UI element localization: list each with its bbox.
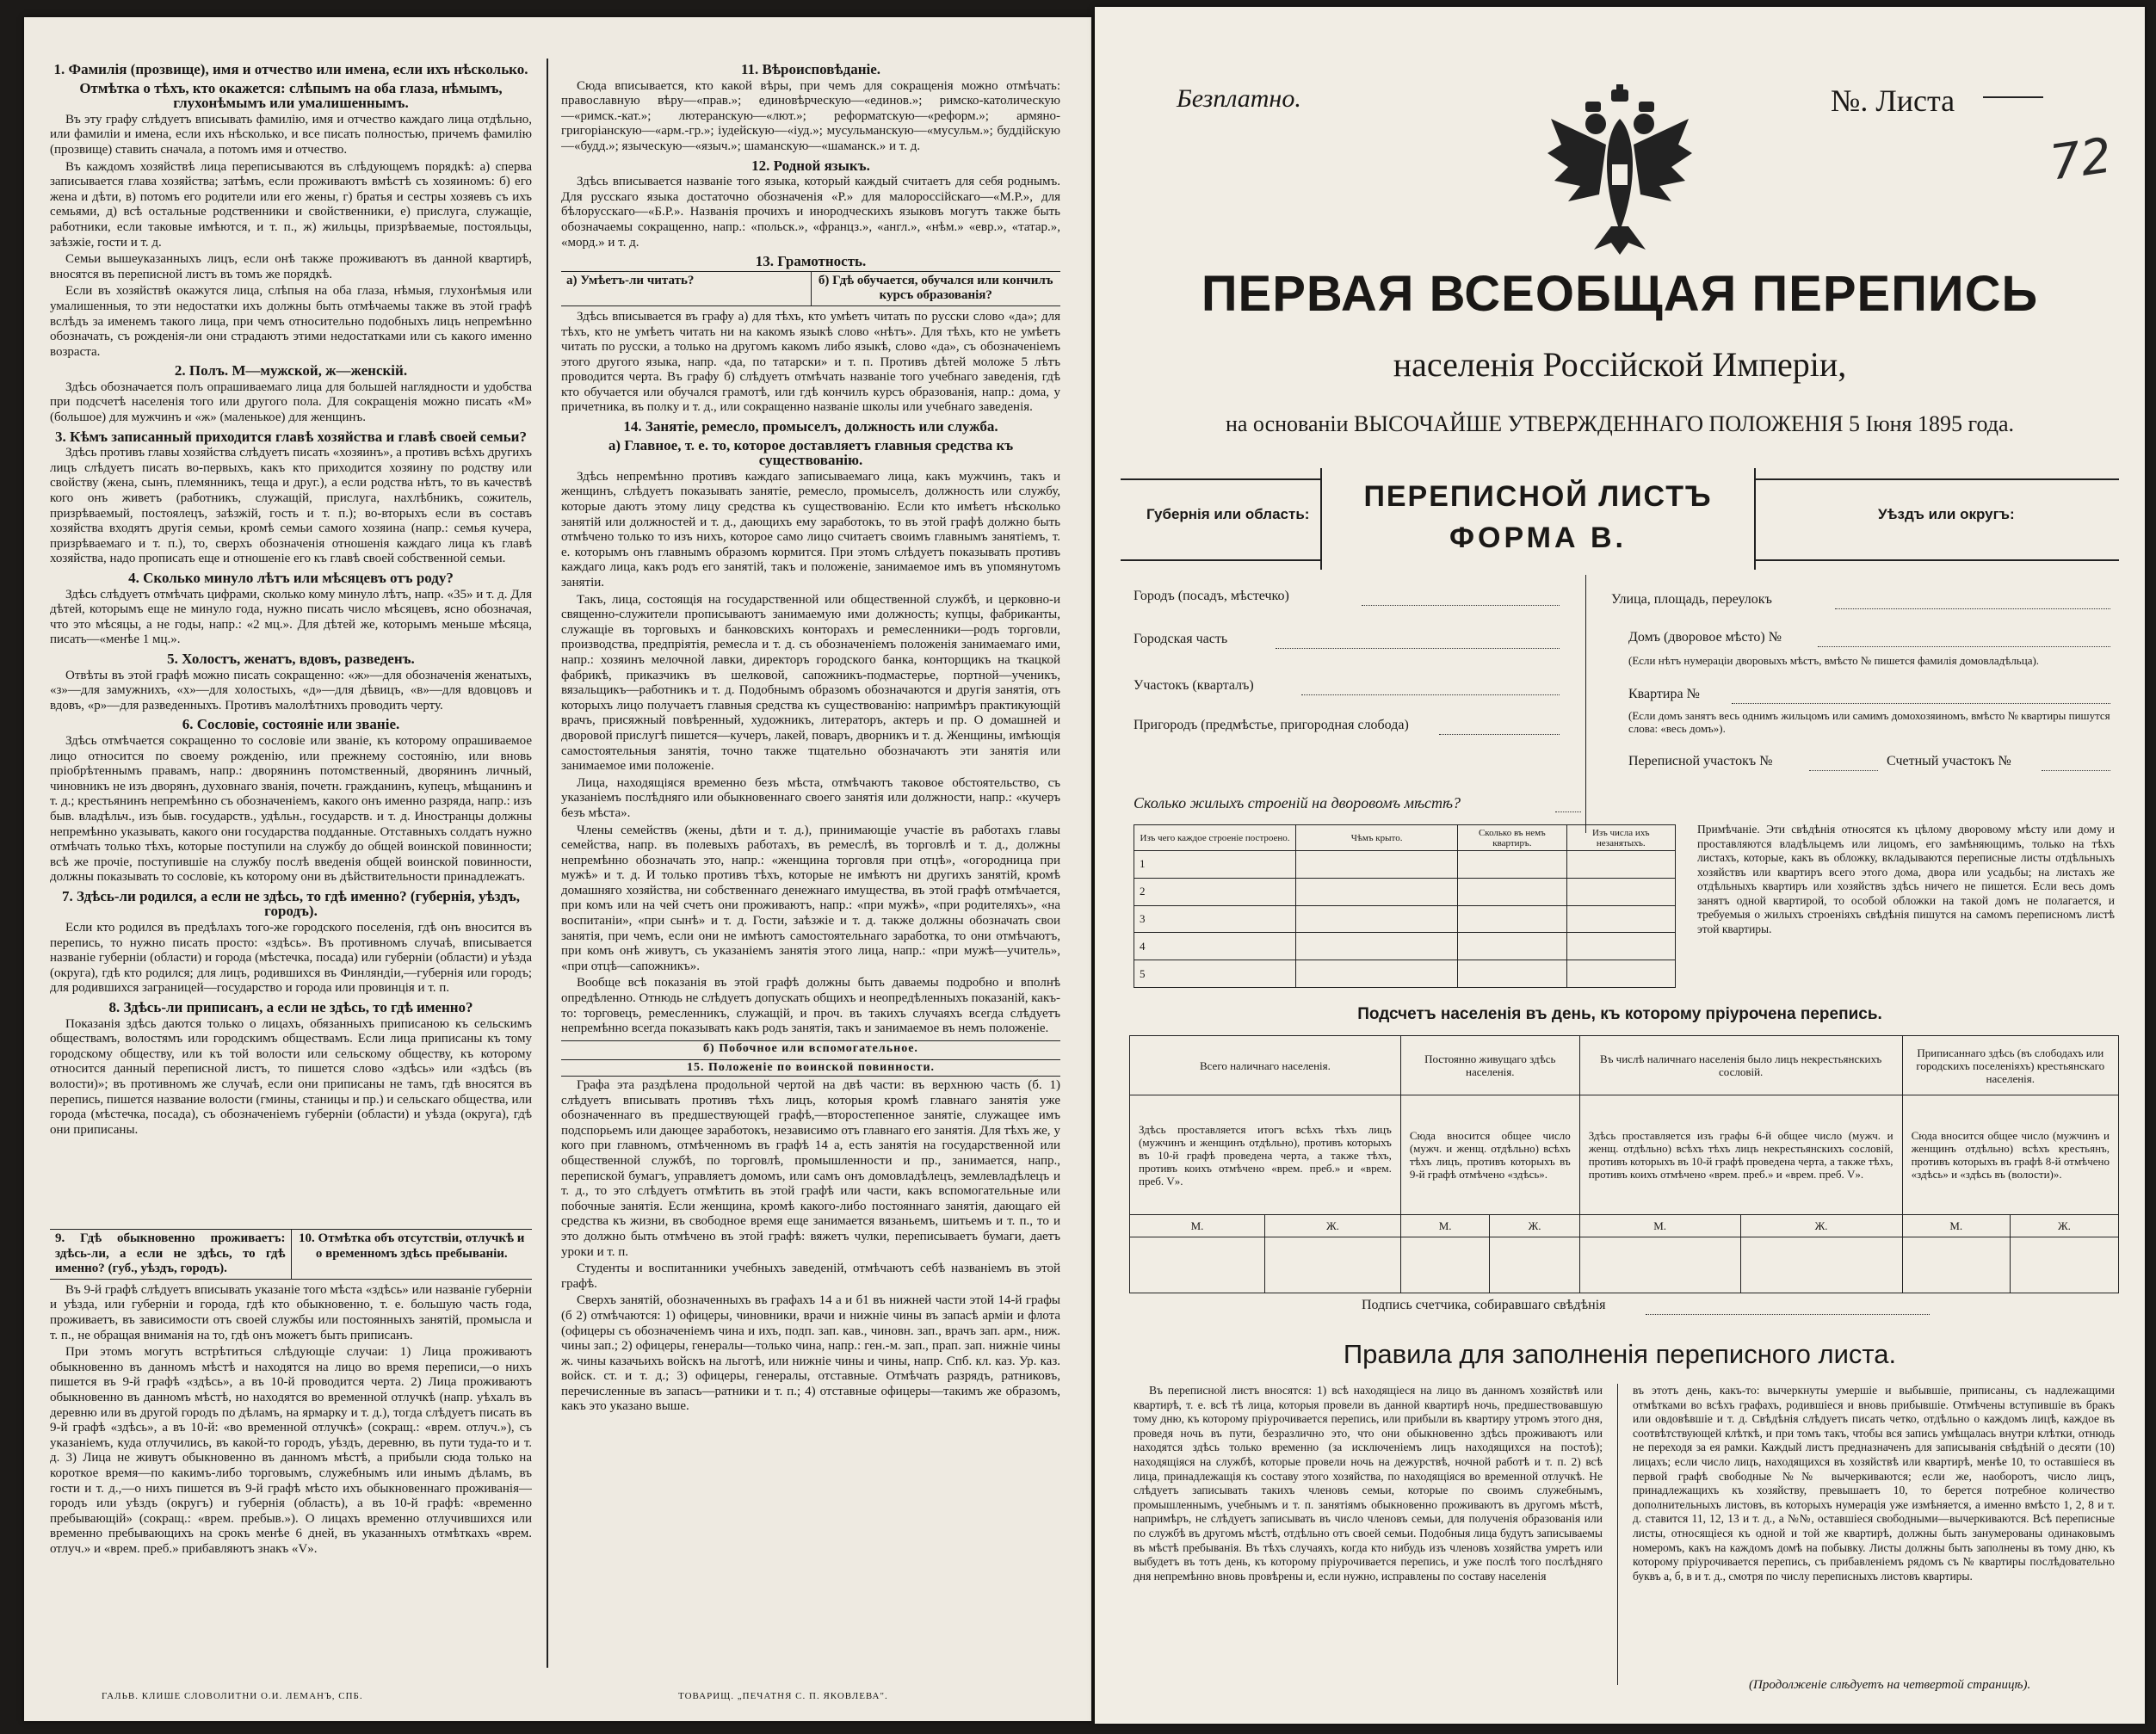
paragraph: Здѣсь отмѣчается сокращенно то сословіе или званіе, къ которому опрашиваемое лицо относится по своему рожденію, или прежнему состоянію, или вновь пріобрѣтеннымъ правамъ, напр.: дворянинъ потомственный, дворянинъ личный, чиновникъ не изъ дворянъ, духовнаго званія, почетн. гражданинъ, купецъ, мѣщанинъ и т. д.; крестьянинъ непремѣнно съ обозначеніемъ, какого онъ именно разряда, напр.: изъ быв. владѣльч., изъ быв. государств., удѣльн., государств. и т. д. Иностранцы должны непремѣнно указывать, какого они государства подданные. Отставныхъ солдатъ нужно отмѣчать только тѣхъ, которые поступили на службу до общей воинской повинности; всѣ же прочіе, поступившіе на службу послѣ введенія общей воинской повинности, должны показывать то сословіе, къ которому они въ дѣйствительности принадлежатъ. (50, 733, 532, 885)
section-heading: 14. Занятіе, ремесло, промыселъ, должность или служба. (623, 418, 998, 435)
free-label: Безплатно. (1177, 84, 1301, 113)
section-heading: 12. Родной языкъ. (751, 157, 870, 174)
rules-title: Правила для заполненія переписного листа. (1343, 1339, 1897, 1369)
form-title-box (1320, 468, 1756, 570)
form-header-band (1121, 478, 2119, 561)
section-15-heading: 15. Положеніе по воинской повинности. (561, 1059, 1060, 1077)
section-heading: 7. Здѣсь-ли родился, а если не здѣсь, то гдѣ именно? (губернія, уѣздъ, городъ). (61, 887, 521, 920)
section-heading: 4. Сколько минуло лѣтъ или мѣсяцевъ отъ роду? (128, 570, 454, 586)
perepisnoy-uchastok-label: Переписной участокъ № (1628, 754, 1773, 768)
pc-value-cell[interactable] (1902, 1237, 2010, 1293)
rules-left-text: Въ переписной листъ вносятся: 1) всѣ находящіеся на лицо въ данномъ хозяйствѣ или квартирѣ, т. е. всѣ тѣ лица, которыя провели въ данной квартирѣ ночь, предшествовавшую тому дню, къ которому пріурочивается перепись, или прибыли въ квартиру утромъ этого дня, проведя ночь въ пути, безразлично это, что они обыкновенно здѣсь проживаютъ или находятся здѣсь только временно (за исключеніемъ лицъ находящихся на постоѣ); находящіяся на службѣ, которые провели ночь на дежурствѣ, ночной работѣ и т. п. 2) всѣ лица, принадлежащія къ составу этого хозяйства, по находящіяся во временной отлучкѣ. Не слѣдуетъ записывать такихъ членовъ семьи, которые по своимъ служебнымъ, промышленнымъ, учебнымъ и т. п. занятіямъ обыкновенно проживаютъ въ другомъ мѣстѣ, напримѣръ, не слѣдуетъ записывать въ число членовъ семьи, для полученія образованія или по службѣ въ другомъ мѣстѣ, отдѣльно отъ своей семьи. Подобныя лица будутъ записываемы въ мѣстѣ пребыванія. Въ тѣхъ случаяхъ, когда кто нибудь изъ членовъ хозяйства умретъ или выбудетъ въ тотъ день, къ которому пріурочивается перепись, и уже послѣ того послѣдняго дня непремѣнно вновь провѣрены и, если нужно, исправлены по составу населенія (1134, 1384, 1603, 1583)
pc-value-cell[interactable] (2010, 1237, 2118, 1293)
paragraph: Здѣсь обозначается полъ опрашиваемаго лица для большей наглядности и удобства при подсчетѣ населенія того или другого пола. Для сокращенія можно писать «М» (большое) для мужчинъ и «ж» (маленькое) для женщинъ. (50, 380, 532, 425)
left-page (24, 17, 1091, 1721)
pc-value-cell[interactable] (1400, 1237, 1490, 1293)
paragraph: Такъ, лица, состоящія на государственной или общественной службѣ, и церковно-и священно-служители прописываютъ занимаемую ими должность; купцы, фабриканты, служащіе въ торговыхъ и банковскихъ конторахъ и ремесленники—родъ торговли, производства, предпріятія, ремесла и т. д. съ обозначеніемъ положенія занимаемаго ими, напр.: хозяинъ мелочной лавки, директоръ городского банка, конторщикъ на ткацкой фабрикѣ, приказчикъ въ шелковой, сапожникъ-подмастерье, портной—ученикъ, вязальщикъ—работникъ и т. д. Подобнымъ образомъ обозначаются и другія занятія, отъ которыхъ лицо получаетъ главныя средства къ существованію: напримѣръ практикующій врачъ, присяжный повѣренный, художникъ, литераторъ, актеръ и пр. О домашней и дворовой прислугѣ пишется—кучеръ, лакей, поваръ, дворникъ и т. д. Женщины, имѣющія самостоятельныя занятія, точно также тщательно обозначаютъ эти занятія или занимаемое ими положеніе. (561, 592, 1060, 774)
buildings-table (1134, 824, 1676, 988)
form-title: ПЕРЕПИСНОЙ ЛИСТЪ (1363, 480, 1713, 513)
bld-col-material: Изъ чего каждое строеніе построено. (1134, 825, 1296, 851)
section-heading: а) Главное, т. е. то, которое доставляетъ главныя средства къ существованію. (608, 436, 1014, 469)
subtitle: населенія Россійской Имперіи, (1393, 345, 1847, 384)
continued-note: (Продолженіе слѣдуетъ на четвертой страницѣ). (1749, 1678, 2031, 1692)
basis-line: на основаніи ВЫСОЧАЙШЕ УТВЕРЖДЕННАГО ПОЛОЖЕНІЯ 5 Іюня 1895 года. (1225, 411, 2015, 436)
right-page (1095, 7, 2145, 1724)
paragraph: Здѣсь непремѣнно противъ каждаго записываемаго лица, какъ мужчинъ, такъ и женщинъ, слѣдуетъ показывать занятіе, ремесло, промыселъ, должность или службу, которые даютъ этому лицу средства къ существованію. Если кто имѣетъ нѣсколько занятій или должностей и т. д., дающихъ ему заработокъ, то въ этой графѣ должно быть отмѣчено только то изъ нихъ, которое само лицо считаетъ своимъ главнымъ занятіемъ, т. е. которымъ онъ главнымъ образомъ кормится. При этомъ слѣдуетъ показывать противъ каждаго лица, какъ родъ его занятій, такъ и положеніе, занимаемое имъ въ упомянутомъ занятіи. (561, 469, 1060, 589)
kvartira-note: (Если домъ занятъ весь однимъ жильцомъ или самимъ домохозяиномъ, вмѣсто № квартиры пишутся слова: «весь домъ»). (1628, 709, 2110, 735)
bld-cell[interactable] (1296, 933, 1458, 960)
printer-imprint-left: ГАЛЬВ. КЛИШЕ СЛОВОЛИТНИ О.И. ЛЕМАНЪ, СПБ. (102, 1691, 363, 1701)
paragraph: Въ 9-й графѣ слѣдуетъ вписывать указаніе того мѣста «здѣсь» или названіе губерніи и уѣзда, или губерніи и города, гдѣ кто обыкновенно, т. е. большую часть года, проживаетъ, въ зависимости отъ своей службы или постоянныхъ занятій, промысла и т. п., не обращая вниманія на то, гдѣ онъ можетъ быть приписанъ. (50, 1282, 532, 1342)
bld-col-apartments: Сколько въ немъ квартиръ. (1458, 825, 1566, 851)
paragraph: Члены семействъ (жены, дѣти и т. д.), принимающіе участіе въ работахъ главы семейства, напр. въ полевыхъ работахъ, въ ремеслѣ, въ торговлѣ и т. д., должны непремѣнно обозначать это, напр.: «женщина торговля при отцѣ», «огородница при мужѣ» и т. д. И только противъ тѣхъ, которые не имѣютъ ни другихъ занятій, кромѣ домашняго хозяйства, ни собственнаго денежнаго имущества, въ этой графѣ отмѣчается, при комъ или на чей счетъ они проживаютъ, напр.: «при мужѣ», «при родителяхъ», «на воспитаніи», «при сынѣ» и т. д. Гости, заѣзжіе и т. д. также должны обозначать свои занятія, при чемъ, если они не имѣютъ самостоятельнаго заработка, то они отмѣчаютъ, при комъ онѣ живутъ, съ указаніемъ занятія этого лица, напр.: «при мужѣ—учитель», «при отцѣ—сапожникъ». (561, 823, 1060, 973)
bld-cell[interactable] (1458, 933, 1566, 960)
ulitsa-field[interactable] (1835, 608, 2110, 609)
uezd-label: Уѣздъ или округъ: (1878, 506, 2015, 522)
section-heading: 2. Полъ. М—мужской, ж—женскій. (174, 362, 408, 380)
pc-value-cell[interactable] (1130, 1237, 1265, 1293)
buildings-question-field[interactable] (1555, 811, 1581, 812)
section-9-heading: 9. Гдѣ обыкновенно проживаетъ: здѣсь-ли, а если не здѣсь, то гдѣ именно? (губ., уѣздъ, городъ). (50, 1230, 292, 1279)
form-letter: ФОРМА В. (1449, 521, 1628, 554)
pc-head-total: Всего наличнаго населенія. (1130, 1036, 1401, 1095)
pc-m: М. (1400, 1214, 1490, 1237)
rules-divider (1617, 1384, 1618, 1685)
paragraph: Здѣсь вписывается названіе того языка, который каждый считаетъ для себя роднымъ. Для русскаго языка достаточно обозначенія «Р.» для малороссійскаго—«М.Р.», для бѣлорусскаго—«Б.Р.». Названія прочихъ и инородческихъ языковъ могутъ также быть обозначаемы сокращенно, напр.: «польск.», «францз.», «англ.», «нѣм.» «евр.», «татар.», «морд.» и т. д. (561, 175, 1060, 250)
schetny-uchastok-label: Счетный участокъ № (1887, 754, 2011, 768)
gorodskaya-chast-field[interactable] (1276, 648, 1560, 649)
prigorod-field[interactable] (1439, 734, 1560, 735)
signature-field[interactable] (1646, 1314, 1930, 1315)
bld-row-num: 3 (1134, 905, 1296, 933)
paragraph: Студенты и воспитанники учебныхъ заведеній, отмѣчаютъ себѣ названіемъ въ этой графѣ. (561, 1262, 1060, 1291)
split-header-13 (561, 271, 1060, 306)
bld-row-num: 2 (1134, 878, 1296, 905)
sheet-number-label: №. Листа (1831, 83, 1955, 118)
pc-zh: Ж. (1740, 1214, 1902, 1237)
instructions-column-2 (561, 59, 1060, 1676)
pc-text-noncrestian: Здѣсь проставляется изъ графы 6-й общее число (мужч. и женщ. отдѣльно) всѣхъ тѣхъ лицъ некрестьянскихъ сословій, противъ которыхъ въ 10-й графѣ проведена черта, а также тѣхъ, противъ коихъ отмѣчено «врем. преб.» и «врем. преб. V». (1579, 1095, 1902, 1215)
pc-zh: Ж. (1490, 1214, 1579, 1237)
bld-row-num: 5 (1134, 960, 1296, 988)
pc-zh: Ж. (2010, 1214, 2118, 1237)
dom-label: Домъ (дворовое мѣсто) № (1628, 630, 1782, 645)
pc-text-permanent: Сюда вносится общее число (мужч. и женщ. отдѣльно) всѣхъ тѣхъ лицъ, противъ которыхъ въ 9-й графѣ отмѣчено «здѣсь». (1400, 1095, 1579, 1215)
pc-head-permanent: Постоянно живущаго здѣсь населенія. (1400, 1036, 1579, 1095)
gorod-label: Городъ (посадъ, мѣстечко) (1134, 589, 1289, 603)
paragraph: Вообще всѣ показанія въ этой графѣ должны быть даваемы подробно и вполнѣ опредѣленно. Отнюдь не слѣдуетъ допускать общихъ и неопредѣленныхъ показаній, какъ-то: торговецъ, ремесленникъ, служащій, и проч. въ такихъ случаяхъ всегда слѣдуетъ непремѣнно всегда показывать какъ родъ занятія, такъ и занимаемое въ немъ положеніе. (561, 976, 1060, 1036)
section-heading: 5. Холостъ, женатъ, вдовъ, разведенъ. (167, 650, 415, 667)
pc-value-cell[interactable] (1490, 1237, 1579, 1293)
bld-cell[interactable] (1458, 960, 1566, 988)
column-divider (547, 59, 548, 1668)
bld-col-roof: Чѣмъ крыто. (1296, 825, 1458, 851)
bld-row-num: 4 (1134, 933, 1296, 960)
bld-cell[interactable] (1566, 960, 1675, 988)
bld-cell[interactable] (1296, 878, 1458, 905)
paragraph: Сюда вписывается, кто какой вѣры, при чемъ для сокращенія можно отмѣчать: православную вѣру—«прав.»; единовѣрческую—«единов.»; римско-католическую—«римск.-кат.»; лютеранскую—«лют.»; реформатскую—«реформ.»; армяно-григоріанскую—«арм.-гр.»; іудейскую—«іуд.»; мусульманскую—«мусульм.»; буддійскую—«будд.»; языческую—«языч.»; шаманскую—«шаманск.» и т. д. (561, 78, 1060, 153)
sheet-number-line (1983, 96, 2043, 98)
section-heading: 6. Сословіе, состояніе или званіе. (182, 716, 400, 733)
kvartira-label: Квартира № (1628, 687, 1700, 701)
col2-part-c (561, 1078, 1060, 1415)
paragraph: Здѣсь противъ главы хозяйства слѣдуетъ писать «хозяинъ», а противъ всѣхъ другихъ лицъ слѣдуетъ писать во-первыхъ, какъ кто приходится хозяину по родству или свойству (жена, сынъ, племянникъ, теща и друг.), а если родства нѣтъ, то въ качествѣ кого онъ живетъ (работникъ, служащій, прислуга, нахлѣбникъ, сожитель, призрѣваемый, постоялецъ, заѣзжій, гость и т. п.); во-вторыхъ если въ составъ хозяйства входятъ другія семьи, кромѣ семьи самого хозяина (напр.: семья кучера, призрѣваемаго и т. п.), то, сверхъ обозначенія отношенія каждаго лица къ главѣ хозяйства, надо прописать еще и отношеніе его къ главѣ своей собственной семьи. (50, 446, 532, 566)
bld-cell[interactable] (1296, 851, 1458, 879)
uchastok-field[interactable] (1301, 694, 1560, 695)
buildings-note: Примѣчаніе. Эти свѣдѣнія относятся къ цѣлому дворовому мѣсту или дому и проставляются владѣльцемъ или лицомъ, его замѣняющимъ, только на тѣхъ листахъ, которые, какъ въ обложку, вкладываются переписные листы отдѣльныхъ хозяйствъ или квартиръ всего этого дома, двора или усадьбы; на листахъ же отдѣльныхъ квартиръ или хозяйствъ здѣсь ничего не пишется. Если весь домъ занятъ одной квартирой, то особой обложки на такой домъ не полагается, и требуемыя о жилыхъ строеніяхъ свѣдѣнія пишутся на самомъ переписномъ листѣ этой квартиры. (1697, 823, 2115, 935)
bld-row-num: 1 (1134, 851, 1296, 879)
paragraph: Отвѣты въ этой графѣ можно писать сокращенно: «ж»—для обозначенія женатыхъ, «з»—для замужнихъ, «х»—для холостыхъ, «д»—для дѣвицъ, «в»—для вдовцовъ и вдовъ, «р»—для разведенныхъ. Противъ малолѣтнихъ проводить черту. (50, 668, 532, 713)
section-10-heading: 10. Отмѣтка объ отсутствіи, отлучкѣ и о временномъ здѣсь пребываніи. (299, 1231, 525, 1261)
bld-cell[interactable] (1458, 905, 1566, 933)
bld-cell[interactable] (1458, 851, 1566, 879)
population-count-title: Подсчетъ населенія въ день, къ которому пріурочена перепись. (1357, 1005, 1882, 1023)
section-heading: 3. Кѣмъ записанный приходится главѣ хозяйства и главѣ своей семьи? (55, 428, 527, 445)
instructions-column-1 (50, 59, 532, 1177)
pc-value-cell[interactable] (1264, 1237, 1400, 1293)
bld-cell[interactable] (1566, 933, 1675, 960)
bld-cell[interactable] (1296, 960, 1458, 988)
guberniya-cell (1121, 480, 1319, 559)
imperial-eagle-emblem (1542, 84, 1697, 256)
section-heading: 1. Фамилія (прозвище), имя и отчество или имена, если ихъ нѣсколько. (53, 61, 528, 77)
col2-part-b (561, 310, 1060, 1037)
section-heading: 8. Здѣсь-ли приписанъ, а если не здѣсь, то гдѣ именно? (108, 999, 473, 1016)
perepisnoy-uchastok-field[interactable] (1809, 770, 1878, 771)
pc-zh: Ж. (1264, 1214, 1400, 1237)
col2-part-a (561, 62, 1060, 269)
section-14b-heading: б) Побочное или вспомогательное. (561, 1040, 1060, 1057)
paragraph: Въ эту графу слѣдуетъ вписывать фамилію, имя и отчество каждаго лица отдѣльно, или фамиліи и имена, если ихъ нѣсколько, и все писать полностью, причемъ фамилію (прозвище) ставить сначала, а потомъ имя и отчество. (50, 112, 532, 157)
signature-label: Подпись счетчика, собиравшаго свѣдѣнія (1362, 1298, 1606, 1312)
prigorod-label: Пригородъ (предмѣстье, пригородная слобода) (1134, 718, 1409, 732)
paragraph: Семьи вышеуказанныхъ лицъ, если онѣ также проживаютъ въ данной квартирѣ, вносятся въ переписной листъ въ томъ же порядкѣ. (50, 252, 532, 281)
pc-m: М. (1902, 1214, 2010, 1237)
uchastok-label: Участокъ (кварталъ) (1134, 678, 1254, 693)
split-header-9-10 (50, 1229, 532, 1280)
paragraph: При этомъ могутъ встрѣтиться слѣдующіе случаи: 1) Лица проживаютъ обыкновенно въ данномъ мѣстѣ и находятся на лицо во время переписи,—о нихъ пишется въ 9-й графѣ «здѣсь», а въ 10-й проводится черта. 2) Лица проживаютъ обыкновенно въ данномъ мѣстѣ, но находятся во временной отлучкѣ (напр. уѣхалъ въ деревню или въ другой городъ по дѣламъ, на ярмарку и т. д.), тогда слѣдуетъ писать въ 9-й графѣ «здѣсь», а въ 10-й: «во временной отлучкѣ» (сокращ.: «врем. отлуч.»), съ указаніемъ, куда отлучились, въ какой-то городъ, уѣздъ, деревню, въ пути туда-то и т. д. 3) Лица не живутъ обыкновенно въ данномъ мѣстѣ, а прибыли сюда только на короткое время—по какимъ-либо торговымъ, служебнымъ или инымъ дѣламъ, въ гости и т. д.,—о нихъ пишется въ 9-й графѣ мѣсто ихъ обыкновеннаго проживанія—городъ или уѣздъ (округъ) и губернія (область), а въ 10-й графѣ: «временно пребывающій» (сокращ.: «врем. пребыв.»). О лицахъ временно отлучившихся или временно пребывающихъ на срокъ менѣе 6 дней, въ указанныхъ отмѣткахъ «врем. отлуч.» и «врем. преб.» прибавляютъ знакъ «V». (50, 1345, 532, 1556)
paragraph: Если въ хозяйствѣ окажутся лица, слѣпыя на оба глаза, нѣмыя, глухонѣмыя или умалишенныя, то эти недостатки ихъ должны быть отмѣчаемы также въ этой графѣ вслѣдъ за именемъ такого лица, при чемъ относительно подобныхъ лицъ непремѣнно обозначать, съ рожденія-ли они страдаютъ этими недостатками или съ какого именно возраста. (50, 284, 532, 359)
paragraph: Сверхъ занятій, обозначенныхъ въ графахъ 14 а и б1 въ нижней части этой 14-й графы (б 2) отмѣчаются: 1) офицеры, чиновники, врачи и нижніе чины въ запасѣ арміи и флота (офицеры съ обозначеніемъ чина и ихъ, подп. зап. кав., чиновн. зап., врачъ зап. арм., ниж. чины зап.; 2) офицеры, генералы—только чина, напр.: ген.-м. зап., прап. зап. нижніе чины ж. чины казачьихъ войскъ на льготѣ, или нижніе чины и чины, напр. Спб. кл. каз. Ур. каз. войск. ст. и т. д.; 3) офицеры, генералы, отставные. Отмѣчать разрядъ, ратниковъ, перечисленные въ запасъ—ратники и т. п.; 4) отставные офицеры—такимъ же образомъ, какъ это указано выше. (561, 1293, 1060, 1414)
section-13a-heading: а) Умѣетъ-ли читать? (561, 272, 812, 305)
dom-note: (Если нѣтъ нумераціи дворовыхъ мѣстъ, вмѣсто № пишется фамилія домовладѣльца). (1628, 654, 2040, 667)
ulitsa-label: Улица, площадь, переулокъ (1611, 592, 1772, 607)
section-heading: 11. Вѣроисповѣданіе. (740, 61, 881, 77)
schetny-uchastok-field[interactable] (2042, 770, 2110, 771)
guberniya-label: Губернія или область: (1146, 506, 1310, 522)
section-heading: Отмѣтка о тѣхъ, кто окажется: слѣпымъ на оба глаза, нѣмымъ, глухонѣмымъ или умалишеннымъ. (79, 79, 503, 112)
section-heading: 13. Грамотность. (755, 253, 867, 270)
bld-cell[interactable] (1296, 905, 1458, 933)
pc-m: М. (1579, 1214, 1740, 1237)
pc-value-cell[interactable] (1579, 1237, 1740, 1293)
handwritten-sheet-number: 72 (2046, 127, 2116, 192)
dom-field[interactable] (1818, 646, 2110, 647)
population-table (1129, 1035, 2119, 1293)
rules-right-text: въ этотъ день, какъ-то: вычеркнуты умершіе и выбывшіе, приписаны, съ надлежащими отмѣтками во всѣхъ графахъ, родившіеся и вновь прибывшіе. Отмѣчены вступившіе въ бракъ или овдовѣвшіе и т. д. Свѣдѣнія слѣдуетъ писать четко, отдѣльно о каждомъ лицѣ, каждое въ соотвѣтствующей клѣткѣ, и при томъ такъ, чтобы вся запись умѣщалась внутри клѣтки, отнюдь не переходя за ея рамки. Каждый листъ предназначенъ для записыванія свѣдѣній о десяти (10) лицахъ; если число лицъ, находящихся въ хозяйствѣ или квартирѣ, менѣе 10, то оставшіеся въ первой графѣ свободные №№ вычеркиваются; если же, наоборотъ, число лицъ, принадлежащихъ къ хозяйству, превышаетъ 10, то берется потребное количество дополнительныхъ листовъ, въ которыхъ нумерація уже измѣняется, а именно вмѣсто 1, 2, 8 и т. д. ставится 11, 12, 13 и т. д., а №№, оставшіеся свободными—вычеркиваются. Всѣ переписные листы, относящіеся къ одной и той же квартирѣ, должны быть занумерованы одинаковымъ номеромъ, какъ на каждомъ домѣ на побывку. Листы должны быть заполнены въ тому дню, къ которому пріурочивается перепись, съ прибавленіемъ рядомъ съ № квартиры послѣдовательно буквъ а, б, в и т. д., смотря по числу переписныхъ листовъ квартиры. (1633, 1384, 2115, 1583)
paragraph: Если кто родился въ предѣлахъ того-же городского поселенія, гдѣ онъ вносится въ перепись, то нужно писать просто: «здѣсь». Въ противномъ случаѣ, вписывается названіе губерніи (области) и города (мѣстечка, посада) или губерніи (области) и уѣзда (округа), гдѣ кто родился; для лицъ, родившихся въ Финляндіи,—губернія или городъ; для родившихся заграницей—государство и города или провинція и т. п. (50, 921, 532, 996)
bld-cell[interactable] (1566, 851, 1675, 879)
pc-head-peasant: Приписаннаго здѣсь (въ слободахъ или городскихъ поселеніяхъ) крестьянскаго населенія. (1902, 1036, 2118, 1095)
paragraph: Здѣсь слѣдуетъ отмѣчать цифрами, сколько кому минуло лѣтъ, напр. «35» и т. д. Для дѣтей, которымъ еще не минуло года, нужно писать число мѣсяцевъ, ясно обозначая, что это мѣсяцы, а не годы, напр.: «2 мц.». Для дѣтей же, которымъ меньше мѣсяца, писать—«менѣе 1 мц.». (50, 587, 532, 647)
instructions-column-1-bottom (50, 1229, 532, 1676)
pc-value-cell[interactable] (1740, 1237, 1902, 1293)
paragraph: Въ каждомъ хозяйствѣ лица переписываются въ слѣдующемъ порядкѣ: а) сперва записывается глава хозяйства; затѣмъ, если проживаютъ вмѣстѣ съ хозяиномъ: б) его жена и дѣти, в) потомъ его родители или его жены, г) братья и сестры хозяевъ съ ихъ семьями, д) всѣ остальные родственники и свойственники, е) прислуга, служащіе, работники, если таковые имѣются, и т. п., ж) жильцы, призрѣваемые, постояльцы, заѣзжіе, гости и т. д. (50, 159, 532, 250)
kvartira-field[interactable] (1732, 703, 2110, 704)
buildings-question: Сколько жилыхъ строеній на дворовомъ мѣстѣ? (1134, 794, 1461, 811)
pc-text-peasant: Сюда вносится общее число (мужчинъ и женщинъ отдѣльно) всѣхъ крестьянъ, противъ которыхъ въ графѣ 8-й отмѣчено «здѣсь» и «здѣсь въ (волости)». (1902, 1095, 2118, 1215)
section-13b-heading: б) Гдѣ обучается, обучался или кончилъ курсъ образованія? (818, 273, 1053, 303)
section-9-10-text (50, 1283, 532, 1558)
main-title: ПЕРВАЯ ВСЕОБЩАЯ ПЕРЕПИСЬ (1201, 266, 2039, 322)
paragraph: Графа эта раздѣлена продольной чертой на двѣ части: въ верхнюю часть (б. 1) слѣдуетъ вписывать противъ тѣхъ лицъ, которыя кромѣ главнаго занятія уже обозначеннаго въ предшествующей графѣ,—второстепенное занятіе, служащее имъ подспорьемъ или дающее заработокъ, независимо отъ главнаго его занятія. Для тѣхъ же, у кого при главномъ, отмѣченномъ въ графѣ 14 а, есть занятія на государственной или общественной службѣ, по торговлѣ, промышленности и пр., занимается, напр., перепиской бумагъ, управляетъ домомъ, или самъ онъ домовладѣлецъ, землевладѣлецъ и т. д., то это слѣдуетъ отмѣтить въ этой графѣ или части, какъ вспомогательные или побочные занятія. Если женщина, кромѣ какого-либо постояннаго занятія, дающаго ей средства къ жизни, въ свободное время еще занимается вязаньемъ, шитьемъ и т. п., то и это должно быть отмѣчено въ этой графѣ: вяжетъ чулки, переписываетъ бумаги, даетъ уроки и т. п. (561, 1078, 1060, 1259)
bld-cell[interactable] (1566, 878, 1675, 905)
paragraph: Здѣсь вписывается въ графу а) для тѣхъ, кто умѣетъ читать по русски слово «да»; для тѣхъ, кто не умѣетъ читать ни на какомъ языкѣ слово «нѣтъ». Для тѣхъ, кто не умѣетъ читать по русски, а только на другомъ какомъ либо языкѣ, слово «да», съ обозначеніемъ этого другого языка, напр. «да, по татарски» и т. п. Противъ дѣтей моложе 5 лѣтъ проводится черта. Въ графу б) слѣдуетъ отмѣчать названіе того учебнаго заведенія, гдѣ кто обучается или обучался грамотѣ, или гдѣ кончилъ курсъ образованія, напр.: дома, у причетника, въ полку и т. д., или сокращенно названіе школы или учебнаго заведенія. (561, 309, 1060, 415)
bld-cell[interactable] (1566, 905, 1675, 933)
paragraph: Лица, находящіяся временно безъ мѣста, отмѣчаютъ таковое обстоятельство, съ указаніемъ послѣдняго или обыкновеннаго своего занятія или должности, напр.: «кучеръ безъ мѣста». (561, 775, 1060, 820)
address-divider (1585, 575, 1586, 833)
pc-m: М. (1130, 1214, 1265, 1237)
bld-cell[interactable] (1458, 878, 1566, 905)
paragraph: Показанія здѣсь даются только о лицахъ, обязанныхъ приписаною къ сельскимъ обществамъ, волостямъ или городскимъ обществамъ. Если лица приписаны къ тому городскому обществу, или къ той волости или сельскому обществу, къ которому относится данный переписной листъ, то пишется слово «здѣсь» или «здѣсь (въ волости)»; въ противномъ же случаѣ, если они приписаны не тамъ, гдѣ вносятся въ перепись, пишется название волости (гмины, станицы и пр.) и сельскаго общества, или города (мѣстечка, посада), съ обозначеніемъ губерніи (области) и уѣзда (округа), гдѣ они приписаны. (50, 1016, 532, 1137)
printer-imprint-right: ТОВАРИЩ. „ПЕЧАТНЯ С. П. ЯКОВЛЕВА". (678, 1691, 888, 1701)
gorod-field[interactable] (1362, 605, 1560, 606)
pc-head-noncrestian: Въ числѣ наличнаго населенія было лицъ некрестьянскихъ сословій. (1579, 1036, 1902, 1095)
pc-text-total: Здѣсь проставляется итогъ всѣхъ тѣхъ лицъ (мужчинъ и женщинъ отдѣльно), противъ которыхъ въ 10-й графѣ проведена черта, а также тѣхъ, противъ коихъ отмѣчено «врем. преб.» и «врем. преб. V». (1130, 1095, 1401, 1215)
gorodskaya-chast-label: Городская часть (1134, 632, 1228, 646)
bld-col-vacant: Изъ числа ихъ незанятыхъ. (1566, 825, 1675, 851)
